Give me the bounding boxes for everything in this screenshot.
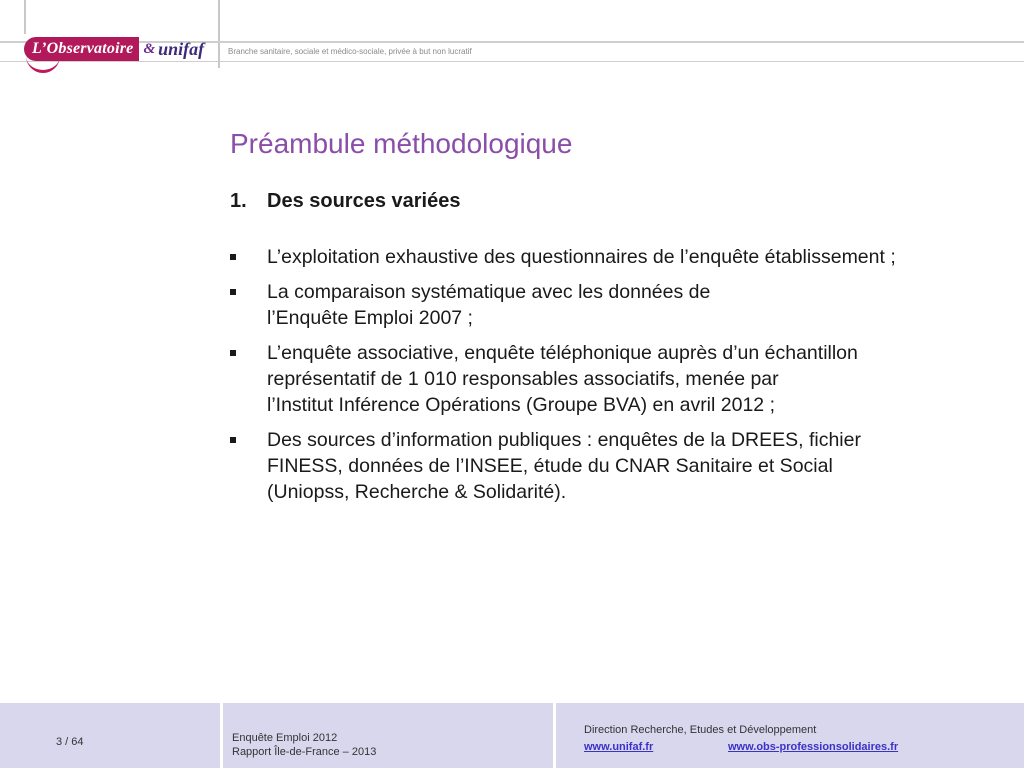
list-item-text: représentatif de 1 010 responsables associatifs, menée par [267, 368, 779, 390]
logo-observatoire-text: L’Observatoire [24, 37, 139, 61]
list-item-text: FINESS, données de l’INSEE, étude du CNAR Sanitaire et Social [267, 455, 833, 477]
list-item-text: (Uniopss, Recherche & Solidarité). [267, 481, 567, 503]
list-item [230, 340, 1010, 418]
list-item [230, 279, 1010, 331]
footer-separator [220, 703, 223, 768]
page-number: 3 / 64 [56, 736, 84, 748]
footer [0, 703, 1024, 768]
obs-professionsolidaires-link[interactable]: www.obs-professionsolidaires.fr [728, 741, 899, 753]
logo-swoosh-icon [26, 54, 60, 73]
report-subtitle: Rapport Île-de-France – 2013 [232, 746, 377, 758]
bullet-square-icon [230, 437, 236, 443]
bullet-square-icon [230, 254, 236, 260]
header-divider-left [24, 0, 26, 34]
list-item-text: l’Institut Inférence Opérations (Groupe BVA) en avril 2012 ; [267, 394, 775, 416]
section-label: Des sources variées [267, 190, 461, 212]
report-title: Enquête Emploi 2012 [232, 732, 338, 744]
list-item-text: La comparaison systématique avec les données de [267, 281, 711, 303]
observatoire-unifaf-logo [24, 34, 220, 64]
list-item-text: L’enquête associative, enquête téléphonique auprès d’un échantillon [267, 342, 858, 364]
section-heading [230, 190, 460, 213]
list-item-text: l’Enquête Emploi 2007 ; [267, 307, 473, 329]
unifaf-link[interactable]: www.unifaf.fr [584, 741, 654, 753]
department-label: Direction Recherche, Etudes et Développement [584, 724, 817, 736]
header-tagline: Branche sanitaire, sociale et médico-sociale, privée à but non lucratif [228, 47, 472, 56]
bullet-square-icon [230, 350, 236, 356]
section-number: 1. [230, 190, 247, 212]
sources-list [230, 244, 1010, 514]
slide-title: Préambule méthodologique [230, 128, 573, 159]
bullet-square-icon [230, 289, 236, 295]
logo-unifaf-text: unifaf [158, 38, 205, 59]
footer-separator [553, 703, 556, 768]
list-item [230, 244, 1010, 270]
list-item-text: Des sources d’information publiques : enquêtes de la DREES, fichier [267, 429, 861, 451]
logo-ampersand: & [143, 40, 156, 57]
list-item [230, 427, 1010, 505]
list-item-text: L’exploitation exhaustive des questionnaires de l’enquête établissement ; [267, 246, 896, 268]
